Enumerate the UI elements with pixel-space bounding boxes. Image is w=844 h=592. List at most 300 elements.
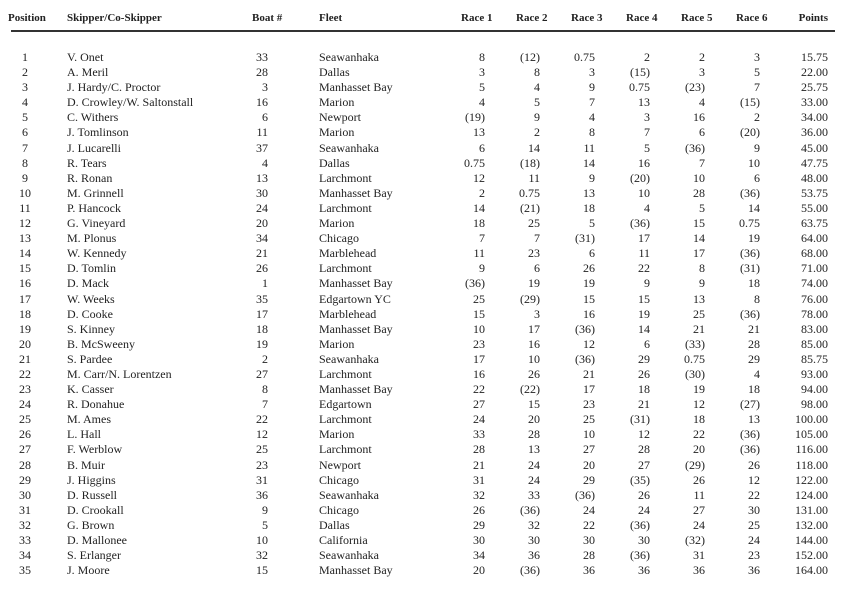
position-cell: 12: [19, 216, 31, 231]
race-3-cell: 16: [583, 306, 595, 321]
fleet-cell: Marion: [319, 95, 355, 110]
table-row: [0, 458, 844, 473]
header-skipper: Skipper/Co-Skipper: [67, 12, 162, 24]
race-4-cell: (15): [630, 65, 650, 80]
position-cell: 4: [22, 95, 28, 110]
table-row: [0, 397, 844, 412]
table-row: [0, 261, 844, 276]
boat-cell: 21: [256, 246, 268, 261]
race-5-cell: 6: [699, 125, 705, 140]
race-3-cell: 17: [583, 382, 595, 397]
points-cell: 68.00: [801, 246, 828, 261]
points-cell: 22.00: [801, 65, 828, 80]
race-4-cell: 36: [638, 563, 650, 578]
skipper-cell: D. Tomlin: [67, 261, 116, 276]
race-3-cell: (36): [575, 321, 595, 336]
race-5-cell: 24: [693, 517, 705, 532]
table-row: [0, 292, 844, 307]
points-cell: 85.00: [801, 336, 828, 351]
race-1-cell: 20: [473, 563, 485, 578]
race-1-cell: 29: [473, 517, 485, 532]
points-cell: 25.75: [801, 80, 828, 95]
skipper-cell: D. Mallonee: [67, 533, 127, 547]
position-cell: 2: [22, 65, 28, 80]
header-race-4: Race 4: [626, 12, 658, 24]
table-row: [0, 548, 844, 563]
boat-cell: 28: [256, 65, 268, 80]
race-6-cell: 23: [748, 548, 760, 563]
fleet-cell: Larchmont: [319, 200, 372, 215]
race-5-cell: 18: [693, 412, 705, 427]
fleet-cell: Newport: [319, 110, 361, 125]
race-1-cell: 15: [473, 306, 485, 321]
boat-cell: 33: [256, 50, 268, 64]
header-race-5: Race 5: [681, 12, 713, 24]
table-row: [0, 125, 844, 140]
race-4-cell: 14: [638, 321, 650, 336]
race-4-cell: 4: [644, 200, 650, 215]
skipper-cell: J. Higgins: [67, 472, 116, 487]
race-2-cell: 19: [528, 276, 540, 291]
points-cell: 34.00: [801, 110, 828, 125]
skipper-cell: M. Ames: [67, 412, 112, 427]
race-6-cell: (36): [740, 306, 760, 321]
race-4-cell: 0.75: [629, 80, 650, 95]
race-1-cell: 14: [473, 200, 485, 215]
position-cell: 10: [19, 185, 31, 200]
boat-cell: 1: [262, 276, 268, 291]
boat-cell: 11: [256, 125, 268, 140]
race-2-cell: 24: [528, 457, 540, 472]
header-points: Points: [798, 12, 828, 24]
fleet-cell: Seawanhaka: [319, 351, 379, 366]
skipper-cell: J. Moore: [67, 563, 110, 578]
points-cell: 152.00: [795, 548, 828, 563]
fleet-cell: California: [319, 533, 368, 547]
race-4-cell: 6: [644, 336, 650, 351]
points-cell: 78.00: [801, 306, 828, 321]
position-cell: 33: [19, 533, 31, 547]
table-row: [0, 412, 844, 427]
race-5-cell: 14: [693, 231, 705, 246]
race-4-cell: 19: [638, 306, 650, 321]
skipper-cell: M. Plonus: [67, 231, 117, 246]
fleet-cell: Seawanhaka: [319, 548, 379, 563]
race-1-cell: 33: [473, 427, 485, 442]
race-3-cell: 19: [583, 276, 595, 291]
race-6-cell: (27): [740, 397, 760, 412]
race-1-cell: 23: [473, 336, 485, 351]
boat-cell: 9: [262, 502, 268, 517]
points-cell: 47.75: [801, 155, 828, 170]
skipper-cell: R. Tears: [67, 155, 107, 170]
race-3-cell: 30: [583, 533, 595, 547]
race-1-cell: 18: [473, 216, 485, 231]
boat-cell: 22: [256, 412, 268, 427]
fleet-cell: Larchmont: [319, 170, 372, 185]
points-cell: 105.00: [795, 427, 828, 442]
race-1-cell: 6: [479, 140, 485, 155]
race-4-cell: 13: [638, 95, 650, 110]
race-3-cell: 28: [583, 548, 595, 563]
skipper-cell: M. Carr/N. Lorentzen: [67, 366, 172, 381]
race-2-cell: 14: [528, 140, 540, 155]
position-cell: 24: [19, 397, 31, 412]
race-3-cell: 22: [583, 517, 595, 532]
race-1-cell: 21: [473, 457, 485, 472]
race-5-cell: 12: [693, 397, 705, 412]
race-2-cell: 0.75: [519, 185, 540, 200]
race-3-cell: 11: [583, 140, 595, 155]
boat-cell: 13: [256, 170, 268, 185]
race-4-cell: 24: [638, 502, 650, 517]
position-cell: 19: [19, 321, 31, 336]
fleet-cell: Larchmont: [319, 261, 372, 276]
race-1-cell: 16: [473, 366, 485, 381]
race-1-cell: 12: [473, 170, 485, 185]
race-6-cell: (36): [740, 185, 760, 200]
skipper-cell: S. Pardee: [67, 351, 113, 366]
fleet-cell: Marion: [319, 336, 355, 351]
race-3-cell: (36): [575, 351, 595, 366]
race-4-cell: (36): [630, 548, 650, 563]
header-boat: Boat #: [252, 12, 283, 24]
points-cell: 144.00: [795, 533, 828, 547]
skipper-cell: J. Tomlinson: [67, 125, 129, 140]
race-4-cell: 28: [638, 442, 650, 457]
race-5-cell: 9: [699, 276, 705, 291]
position-cell: 9: [22, 170, 28, 185]
race-6-cell: 14: [748, 200, 760, 215]
boat-cell: 7: [262, 397, 268, 412]
race-2-cell: 17: [528, 321, 540, 336]
race-4-cell: (31): [630, 412, 650, 427]
fleet-cell: Dallas: [319, 517, 350, 532]
points-cell: 74.00: [801, 276, 828, 291]
boat-cell: 30: [256, 185, 268, 200]
race-6-cell: (36): [740, 427, 760, 442]
points-cell: 122.00: [795, 472, 828, 487]
race-4-cell: 5: [644, 140, 650, 155]
race-4-cell: (35): [630, 472, 650, 487]
race-1-cell: 30: [473, 533, 485, 547]
race-6-cell: 19: [748, 231, 760, 246]
race-3-cell: 20: [583, 457, 595, 472]
points-cell: 94.00: [801, 382, 828, 397]
table-row: [0, 518, 844, 533]
race-6-cell: 18: [748, 382, 760, 397]
skipper-cell: D. Crookall: [67, 502, 124, 517]
race-3-cell: (36): [575, 487, 595, 502]
boat-cell: 3: [262, 80, 268, 95]
table-row: [0, 201, 844, 216]
skipper-cell: R. Ronan: [67, 170, 113, 185]
table-row: [0, 171, 844, 186]
points-cell: 131.00: [795, 502, 828, 517]
race-1-cell: 22: [473, 382, 485, 397]
race-6-cell: (20): [740, 125, 760, 140]
race-4-cell: 30: [638, 533, 650, 547]
skipper-cell: J. Hardy/C. Proctor: [67, 80, 161, 95]
race-5-cell: 25: [693, 306, 705, 321]
race-5-cell: 19: [693, 382, 705, 397]
race-3-cell: 27: [583, 442, 595, 457]
race-2-cell: 11: [528, 170, 540, 185]
fleet-cell: Dallas: [319, 155, 350, 170]
race-6-cell: 30: [748, 502, 760, 517]
table-row: [0, 352, 844, 367]
race-1-cell: 8: [479, 50, 485, 64]
race-2-cell: 26: [528, 366, 540, 381]
fleet-cell: Manhasset Bay: [319, 382, 393, 397]
fleet-cell: Manhasset Bay: [319, 185, 393, 200]
race-3-cell: 13: [583, 185, 595, 200]
points-cell: 36.00: [801, 125, 828, 140]
table-row: [0, 337, 844, 352]
skipper-cell: M. Grinnell: [67, 185, 124, 200]
skipper-cell: R. Donahue: [67, 397, 125, 412]
race-4-cell: 7: [644, 125, 650, 140]
table-header: [0, 12, 844, 28]
race-3-cell: (31): [575, 231, 595, 246]
skipper-cell: V. Onet: [67, 50, 104, 64]
race-5-cell: 7: [699, 155, 705, 170]
table-row: [0, 307, 844, 322]
race-5-cell: (33): [685, 336, 705, 351]
header-race-2: Race 2: [516, 12, 548, 24]
table-row: [0, 276, 844, 291]
race-1-cell: 34: [473, 548, 485, 563]
fleet-cell: Manhasset Bay: [319, 80, 393, 95]
race-1-cell: 32: [473, 487, 485, 502]
race-2-cell: 32: [528, 517, 540, 532]
fleet-cell: Newport: [319, 457, 361, 472]
race-5-cell: 5: [699, 200, 705, 215]
race-2-cell: 36: [528, 548, 540, 563]
race-5-cell: (36): [685, 140, 705, 155]
points-cell: 64.00: [801, 231, 828, 246]
race-5-cell: 20: [693, 442, 705, 457]
boat-cell: 18: [256, 321, 268, 336]
race-2-cell: (18): [520, 155, 540, 170]
boat-cell: 34: [256, 231, 268, 246]
race-6-cell: 18: [748, 276, 760, 291]
race-1-cell: 27: [473, 397, 485, 412]
race-2-cell: 24: [528, 472, 540, 487]
header-divider: [11, 30, 835, 32]
skipper-cell: B. McSweeny: [67, 336, 135, 351]
position-cell: 26: [19, 427, 31, 442]
boat-cell: 17: [256, 306, 268, 321]
race-6-cell: 8: [754, 291, 760, 306]
skipper-cell: J. Lucarelli: [67, 140, 121, 155]
boat-cell: 25: [256, 442, 268, 457]
race-4-cell: 11: [638, 246, 650, 261]
race-3-cell: 12: [583, 336, 595, 351]
points-cell: 55.00: [801, 200, 828, 215]
race-3-cell: 0.75: [574, 50, 595, 64]
race-5-cell: 21: [693, 321, 705, 336]
race-3-cell: 26: [583, 261, 595, 276]
race-3-cell: 21: [583, 366, 595, 381]
race-2-cell: 28: [528, 427, 540, 442]
race-1-cell: 10: [473, 321, 485, 336]
fleet-cell: Edgartown: [319, 397, 372, 412]
points-cell: 118.00: [795, 457, 828, 472]
position-cell: 20: [19, 336, 31, 351]
race-4-cell: 16: [638, 155, 650, 170]
header-race-3: Race 3: [571, 12, 603, 24]
race-6-cell: 24: [748, 533, 760, 547]
race-4-cell: (36): [630, 517, 650, 532]
boat-cell: 36: [256, 487, 268, 502]
race-4-cell: 2: [644, 50, 650, 64]
points-cell: 48.00: [801, 170, 828, 185]
position-cell: 32: [19, 517, 31, 532]
race-3-cell: 4: [589, 110, 595, 125]
boat-cell: 8: [262, 382, 268, 397]
race-4-cell: 10: [638, 185, 650, 200]
race-1-cell: 4: [479, 95, 485, 110]
race-2-cell: 7: [534, 231, 540, 246]
race-6-cell: 4: [754, 366, 760, 381]
fleet-cell: Chicago: [319, 231, 359, 246]
skipper-cell: K. Casser: [67, 382, 114, 397]
table-row: [0, 427, 844, 442]
points-cell: 124.00: [795, 487, 828, 502]
boat-cell: 35: [256, 291, 268, 306]
position-cell: 35: [19, 563, 31, 578]
points-cell: 33.00: [801, 95, 828, 110]
position-cell: 16: [19, 276, 31, 291]
race-6-cell: 26: [748, 457, 760, 472]
race-1-cell: (19): [465, 110, 485, 125]
fleet-cell: Manhasset Bay: [319, 321, 393, 336]
race-3-cell: 3: [589, 65, 595, 80]
race-5-cell: 11: [693, 487, 705, 502]
race-3-cell: 18: [583, 200, 595, 215]
race-2-cell: 13: [528, 442, 540, 457]
position-cell: 27: [19, 442, 31, 457]
table-row: [0, 65, 844, 80]
fleet-cell: Marblehead: [319, 306, 377, 321]
skipper-cell: L. Hall: [67, 427, 101, 442]
race-5-cell: 8: [699, 261, 705, 276]
skipper-cell: A. Meril: [67, 65, 109, 80]
table-row: [0, 216, 844, 231]
table-row: [0, 141, 844, 156]
race-3-cell: 8: [589, 125, 595, 140]
boat-cell: 15: [256, 563, 268, 578]
race-3-cell: 10: [583, 427, 595, 442]
position-cell: 34: [19, 548, 31, 563]
race-2-cell: 30: [528, 533, 540, 547]
race-6-cell: 3: [754, 50, 760, 64]
points-cell: 45.00: [801, 140, 828, 155]
position-cell: 31: [19, 502, 31, 517]
position-cell: 8: [22, 155, 28, 170]
boat-cell: 2: [262, 351, 268, 366]
race-5-cell: 10: [693, 170, 705, 185]
table-row: [0, 503, 844, 518]
race-4-cell: (36): [630, 216, 650, 231]
race-4-cell: 26: [638, 487, 650, 502]
race-5-cell: (29): [685, 457, 705, 472]
race-6-cell: (31): [740, 261, 760, 276]
fleet-cell: Chicago: [319, 502, 359, 517]
skipper-cell: W. Weeks: [67, 291, 115, 306]
boat-cell: 37: [256, 140, 268, 155]
race-4-cell: 3: [644, 110, 650, 125]
fleet-cell: Seawanhaka: [319, 50, 379, 64]
race-3-cell: 15: [583, 291, 595, 306]
race-1-cell: 13: [473, 125, 485, 140]
race-5-cell: 36: [693, 563, 705, 578]
race-6-cell: 21: [748, 321, 760, 336]
race-6-cell: 25: [748, 517, 760, 532]
fleet-cell: Seawanhaka: [319, 487, 379, 502]
position-cell: 21: [19, 351, 31, 366]
race-6-cell: (36): [740, 246, 760, 261]
fleet-cell: Larchmont: [319, 366, 372, 381]
race-6-cell: 12: [748, 472, 760, 487]
position-cell: 11: [19, 200, 31, 215]
position-cell: 1: [22, 50, 28, 64]
skipper-cell: F. Werblow: [67, 442, 123, 457]
boat-cell: 26: [256, 261, 268, 276]
race-4-cell: 22: [638, 261, 650, 276]
race-5-cell: 16: [693, 110, 705, 125]
race-6-cell: 5: [754, 65, 760, 80]
race-2-cell: 10: [528, 351, 540, 366]
race-2-cell: 8: [534, 65, 540, 80]
race-6-cell: 7: [754, 80, 760, 95]
skipper-cell: G. Brown: [67, 517, 115, 532]
table-row: [0, 95, 844, 110]
points-cell: 83.00: [801, 321, 828, 336]
boat-cell: 23: [256, 457, 268, 472]
race-1-cell: 26: [473, 502, 485, 517]
position-cell: 7: [22, 140, 28, 155]
race-5-cell: 26: [693, 472, 705, 487]
position-cell: 5: [22, 110, 28, 125]
header-race-1: Race 1: [461, 12, 493, 24]
race-4-cell: 15: [638, 291, 650, 306]
race-2-cell: 2: [534, 125, 540, 140]
fleet-cell: Chicago: [319, 472, 359, 487]
boat-cell: 27: [256, 366, 268, 381]
position-cell: 15: [19, 261, 31, 276]
boat-cell: 6: [262, 110, 268, 125]
race-6-cell: 6: [754, 170, 760, 185]
table-row: [0, 473, 844, 488]
race-1-cell: 25: [473, 291, 485, 306]
race-2-cell: (29): [520, 291, 540, 306]
position-cell: 3: [22, 80, 28, 95]
position-cell: 22: [19, 366, 31, 381]
race-6-cell: 28: [748, 336, 760, 351]
points-cell: 100.00: [795, 412, 828, 427]
fleet-cell: Marion: [319, 216, 355, 231]
position-cell: 30: [19, 487, 31, 502]
results-table-body: [0, 50, 844, 578]
race-6-cell: 2: [754, 110, 760, 125]
race-5-cell: 22: [693, 427, 705, 442]
boat-cell: 24: [256, 200, 268, 215]
race-3-cell: 9: [589, 170, 595, 185]
fleet-cell: Seawanhaka: [319, 140, 379, 155]
race-2-cell: 5: [534, 95, 540, 110]
